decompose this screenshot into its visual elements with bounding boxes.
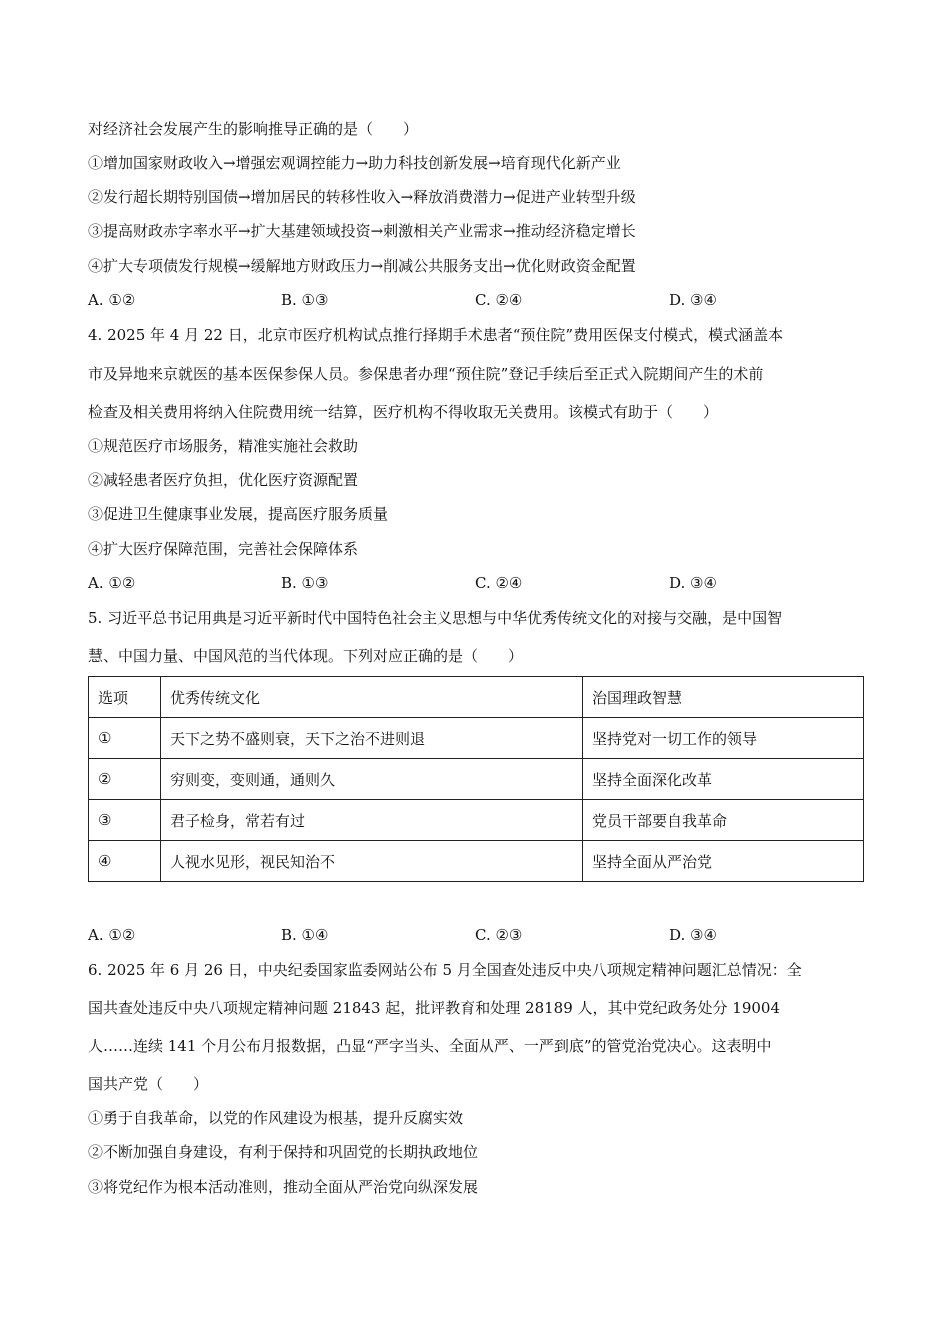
q4-option-d[interactable]: D. ③④ bbox=[669, 574, 717, 592]
q4-option-c[interactable]: C. ②④ bbox=[475, 574, 523, 592]
q6-stem-line-4: 国共产党（ ） bbox=[88, 1075, 209, 1093]
q5-row-4-wisdom: 坚持全面从严治党 bbox=[583, 841, 864, 882]
q6-stem-line-3: 人……连续 141 个月公布月报数据，凸显“严字当头、全面从严、一严到底”的管党治党决心。这表明中 bbox=[88, 1037, 772, 1055]
q4-stem-line-3: 检查及相关费用将纳入住院费用统一结算，医疗机构不得收取无关费用。该模式有助于（ ） bbox=[88, 403, 719, 421]
table-row bbox=[89, 718, 864, 759]
q5-stem-line-2: 慧、中国力量、中国风范的当代体现。下列对应正确的是（ ） bbox=[88, 647, 524, 665]
q5-option-b[interactable]: B. ①④ bbox=[281, 926, 329, 944]
q4-stem-line-2: 市及异地来京就医的基本医保参保人员。参保患者办理“预住院”登记手续后至正式入院期间产生的术前 bbox=[88, 365, 764, 383]
q4-option-b[interactable]: B. ①③ bbox=[281, 574, 329, 592]
q3-option-b[interactable]: B. ①③ bbox=[281, 291, 329, 309]
q5-row-3-wisdom: 党员干部要自我革命 bbox=[583, 800, 864, 841]
q5-row-2-wisdom: 坚持全面深化改革 bbox=[583, 759, 864, 800]
q4-stem-line-1: 4. 2025 年 4 月 22 日，北京市医疗机构试点推行择期手术患者“预住院”费用医保支付模式，模式涵盖本 bbox=[88, 326, 784, 344]
table-row bbox=[89, 800, 864, 841]
q5-header-option: 选项 bbox=[89, 677, 161, 718]
q5-options bbox=[88, 925, 864, 945]
q3-statement-2: ②发行超长期特别国债→增加居民的转移性收入→释放消费潜力→促进产业转型升级 bbox=[88, 188, 636, 206]
q6-stem-line-1: 6. 2025 年 6 月 26 日，中央纪委国家监委网站公布 5 月全国查处违反中央八项规定精神问题汇总情况：全 bbox=[88, 961, 802, 979]
q5-option-d[interactable]: D. ③④ bbox=[669, 926, 717, 944]
table-row bbox=[89, 841, 864, 882]
q4-option-a[interactable]: A. ①② bbox=[88, 574, 136, 592]
q6-stem-line-2: 国共查处违反中央八项规定精神问题 21843 起，批评教育和处理 28189 人，其中党纪政务处分 19004 bbox=[88, 999, 780, 1017]
q5-header-culture: 优秀传统文化 bbox=[161, 677, 583, 718]
q3-stem-tail: 对经济社会发展产生的影响推导正确的是（ ） bbox=[88, 120, 419, 138]
q5-row-2-option: ② bbox=[89, 759, 161, 800]
q4-statement-4: ④扩大医疗保障范围，完善社会保障体系 bbox=[88, 540, 359, 558]
table-row bbox=[89, 759, 864, 800]
q5-row-3-option: ③ bbox=[89, 800, 161, 841]
q4-statement-2: ②减轻患者医疗负担，优化医疗资源配置 bbox=[88, 471, 359, 489]
q3-statement-1: ①增加国家财政收入→增强宏观调控能力→助力科技创新发展→培育现代化新产业 bbox=[88, 154, 621, 172]
q4-options bbox=[88, 573, 864, 593]
q5-row-4-option: ④ bbox=[89, 841, 161, 882]
q4-statement-3: ③促进卫生健康事业发展，提高医疗服务质量 bbox=[88, 505, 389, 523]
q5-stem-line-1: 5. 习近平总书记用典是习近平新时代中国特色社会主义思想与中华优秀传统文化的对接与交融，是中国智 bbox=[88, 609, 783, 627]
q6-statement-3: ③将党纪作为根本活动准则，推动全面从严治党向纵深发展 bbox=[88, 1178, 479, 1196]
q5-row-2-culture: 穷则变，变则通，通则久 bbox=[161, 759, 583, 800]
q5-row-1-wisdom: 坚持党对一切工作的领导 bbox=[583, 718, 864, 759]
q5-row-1-culture: 天下之势不盛则衰，天下之治不进则退 bbox=[161, 718, 583, 759]
q5-option-a[interactable]: A. ①② bbox=[88, 926, 136, 944]
q5-row-1-option: ① bbox=[89, 718, 161, 759]
q5-table-header-row bbox=[89, 677, 864, 718]
q3-statement-3: ③提高财政赤字率水平→扩大基建领域投资→刺激相关产业需求→推动经济稳定增长 bbox=[88, 222, 636, 240]
q5-header-wisdom: 治国理政智慧 bbox=[583, 677, 864, 718]
q3-option-a[interactable]: A. ①② bbox=[88, 291, 136, 309]
q6-statement-2: ②不断加强自身建设，有利于保持和巩固党的长期执政地位 bbox=[88, 1143, 479, 1161]
q3-option-d[interactable]: D. ③④ bbox=[669, 291, 717, 309]
q5-option-c[interactable]: C. ②③ bbox=[475, 926, 523, 944]
q6-statement-1: ①勇于自我革命，以党的作风建设为根基，提升反腐实效 bbox=[88, 1109, 464, 1127]
q3-statement-4: ④扩大专项债发行规模→缓解地方财政压力→削减公共服务支出→优化财政资金配置 bbox=[88, 257, 636, 275]
q4-statement-1: ①规范医疗市场服务，精准实施社会救助 bbox=[88, 437, 359, 455]
q5-row-4-culture: 人视水见形，视民知治不 bbox=[161, 841, 583, 882]
q3-options bbox=[88, 290, 864, 310]
q5-table bbox=[88, 676, 864, 882]
q5-row-3-culture: 君子检身，常若有过 bbox=[161, 800, 583, 841]
q3-option-c[interactable]: C. ②④ bbox=[475, 291, 523, 309]
